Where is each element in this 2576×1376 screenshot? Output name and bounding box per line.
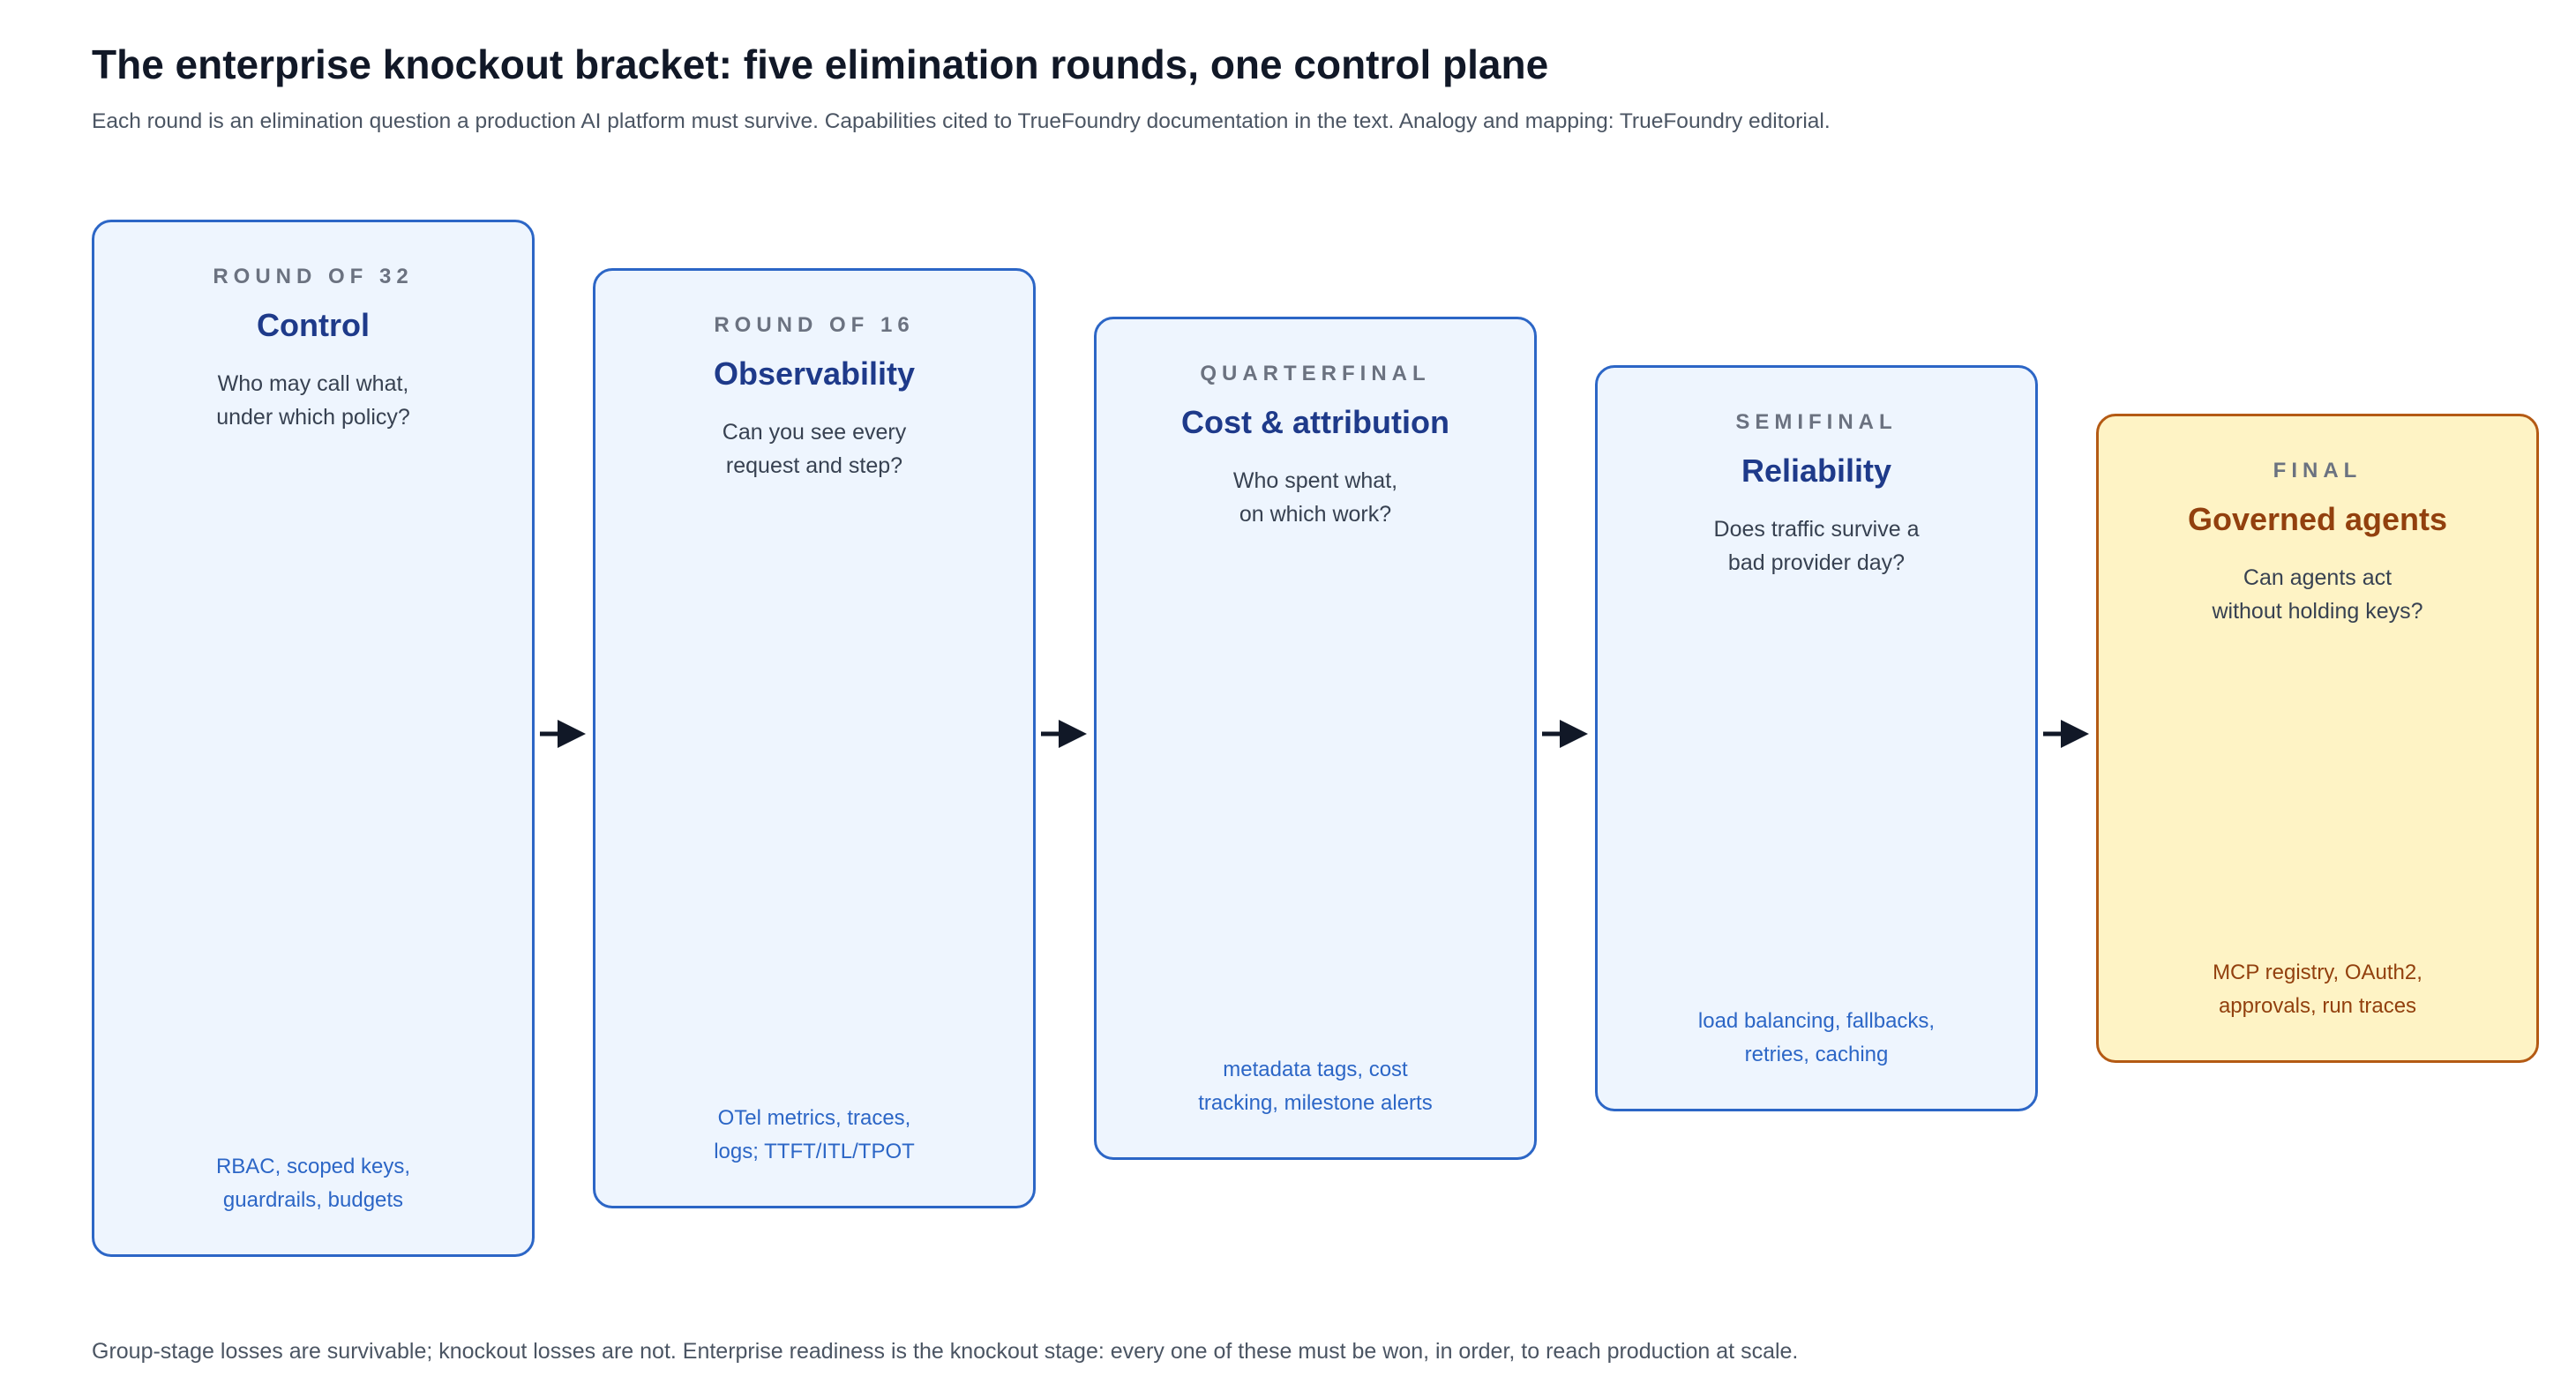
- round-question-line: Who may call what,: [217, 371, 409, 396]
- page-title: The enterprise knockout bracket: five elimination rounds, one control plane: [92, 41, 1549, 87]
- round-question-line: Can you see every: [722, 420, 907, 445]
- round-capabilities-line: tracking, milestone alerts: [1198, 1091, 1433, 1115]
- round-question: [112, 367, 514, 434]
- round-card-control: [92, 220, 535, 1257]
- round-question: [613, 415, 1015, 482]
- round-name: Observability: [713, 355, 916, 392]
- round-name: Governed agents: [2187, 501, 2448, 537]
- round-capabilities-line: RBAC, scoped keys,: [215, 1155, 411, 1178]
- round-name: Reliability: [1741, 452, 1892, 489]
- round-question: [1615, 512, 2018, 580]
- round-capabilities-line: metadata tags, cost: [1223, 1058, 1408, 1081]
- round-stage-label: QUARTERFINAL: [1200, 362, 1431, 385]
- round-capabilities-line: MCP registry, OAuth2,: [2213, 961, 2422, 984]
- right-arrow-icon: [1041, 716, 1089, 752]
- round-capabilities-line: OTel metrics, traces,: [717, 1106, 911, 1130]
- round-card-governed-agents: [2096, 414, 2539, 1063]
- round-question-line: on which work?: [1239, 502, 1392, 527]
- round-capabilities: [2116, 956, 2519, 1023]
- round-question-line: Who spent what,: [1232, 468, 1398, 493]
- round-question: [1114, 464, 1516, 531]
- round-capabilities: [613, 1102, 1015, 1169]
- round-question-line: Does traffic survive a: [1713, 517, 1920, 542]
- round-capabilities: [1615, 1005, 2018, 1072]
- round-capabilities: [1114, 1053, 1516, 1120]
- right-arrow-icon: [540, 716, 588, 752]
- round-question-line: bad provider day?: [1727, 550, 1906, 575]
- round-capabilities-line: logs; TTFT/ITL/TPOT: [714, 1140, 915, 1163]
- round-question-line: under which policy?: [216, 405, 410, 430]
- round-card-reliability: [1595, 365, 2038, 1111]
- round-question: [2116, 561, 2519, 628]
- round-stage-label: SEMIFINAL: [1735, 410, 1898, 434]
- round-capabilities-line: guardrails, budgets: [222, 1188, 404, 1212]
- round-question-line: Can agents act: [2243, 565, 2393, 590]
- round-capabilities-line: load balancing, fallbacks,: [1697, 1009, 1936, 1033]
- round-stage-label: ROUND OF 32: [213, 265, 414, 288]
- footer-note: Group-stage losses are survivable; knockout losses are not. Enterprise readiness is the knockout stage: every one of these must be won, in order, to reach production at scale.: [92, 1339, 1799, 1364]
- right-arrow-icon: [2043, 716, 2091, 752]
- round-capabilities: [112, 1150, 514, 1217]
- round-card-observability: [593, 268, 1036, 1208]
- round-stage-label: FINAL: [2273, 459, 2363, 482]
- right-arrow-icon: [1542, 716, 1590, 752]
- round-stage-label: ROUND OF 16: [714, 313, 915, 337]
- round-question-line: request and step?: [725, 453, 903, 478]
- round-name: Cost & attribution: [1181, 404, 1449, 440]
- round-capabilities-line: retries, caching: [1744, 1043, 1889, 1066]
- round-question-line: without holding keys?: [2212, 599, 2423, 624]
- page-subtitle: Each round is an elimination question a production AI platform must survive. Capabilities cited to TrueFoundry documentation in the text. Analogy and mapping: TrueFoundry editorial.: [92, 109, 1831, 133]
- round-capabilities-line: approvals, run traces: [2218, 994, 2417, 1018]
- round-card-cost-attribution: [1094, 317, 1537, 1160]
- round-name: Control: [257, 307, 370, 343]
